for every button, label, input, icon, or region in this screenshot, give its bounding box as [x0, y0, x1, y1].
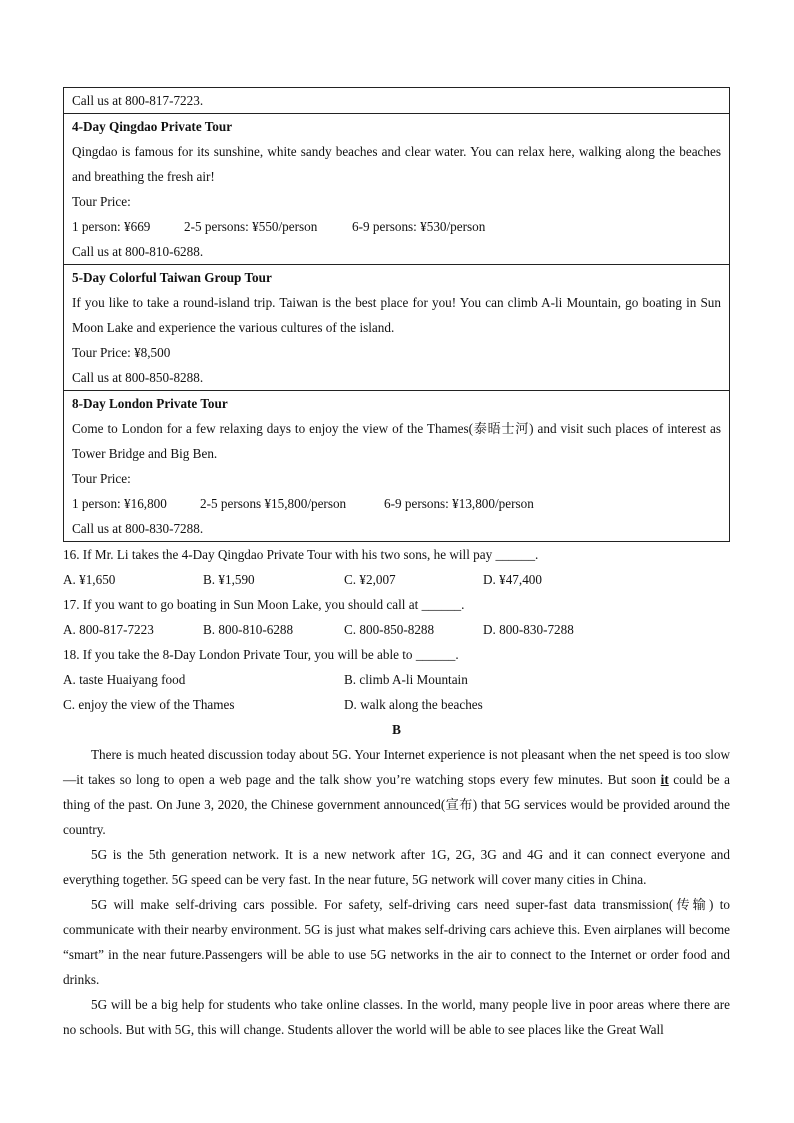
- tour-description: If you like to take a round-island trip. Taiwan is the best place for you! You can climb A-li Mountain, go boating in Sun Moon Lake and experience the various cultures of the island.: [72, 295, 721, 335]
- table-row-london: [64, 390, 729, 541]
- option-c: C. ¥2,007: [344, 572, 396, 587]
- tour-description: Qingdao is famous for its sunshine, white sandy beaches and clear water. You can relax here, walking along the beaches and breathing the fresh air!: [72, 144, 721, 184]
- paragraph-2: 5G is the 5th generation network. It is a new network after 1G, 2G, 3G and 4G and it can connect everyone and everything together. 5G speed can be very fast. In the near future, 5G network will cover many cities in China.: [63, 847, 730, 887]
- section-title: B: [392, 722, 401, 737]
- option-b: B. 800-810-6288: [203, 622, 294, 637]
- question-options: [63, 567, 730, 592]
- price-item: 1 person: ¥669: [72, 219, 151, 234]
- price-item: 1 person: ¥16,800: [72, 496, 167, 511]
- option-d: D. ¥47,400: [483, 572, 542, 587]
- paragraph-text: could be a thing of the past. On June 3, 2020, the Chinese government announced(宣布) that 5G services would be provided around the country.: [63, 772, 730, 837]
- tour-price-list: [72, 491, 721, 516]
- document-page: [63, 87, 730, 1042]
- option-d: D. walk along the beaches: [344, 697, 483, 712]
- question-options: [63, 617, 730, 642]
- tour-title: 4-Day Qingdao Private Tour: [72, 119, 233, 134]
- option-a: A. 800-817-7223: [63, 622, 154, 637]
- price-item: 6-9 persons: ¥530/person: [352, 219, 486, 234]
- question-text: 18. If you take the 8-Day London Private Tour, you will be able to ______.: [63, 647, 459, 662]
- option-a: A. ¥1,650: [63, 572, 116, 587]
- question-17: [63, 592, 730, 642]
- price-item: 6-9 persons: ¥13,800/person: [384, 496, 534, 511]
- paragraph-text: There is much heated discussion today about 5G. Your Internet experience is not pleasant when the net speed is too slow—it takes so long to open a web page and the talk show you’re watching stops every few minutes. But soon: [63, 747, 730, 787]
- option-b: B. ¥1,590: [203, 572, 255, 587]
- question-18: [63, 642, 730, 717]
- call-line: Call us at 800-830-7288.: [72, 521, 204, 536]
- question-text: 16. If Mr. Li takes the 4-Day Qingdao Private Tour with his two sons, he will pay ______.: [63, 547, 539, 562]
- option-c: C. enjoy the view of the Thames: [63, 697, 235, 712]
- tour-price-label: Tour Price:: [72, 471, 131, 486]
- table-row-taiwan: [64, 264, 729, 390]
- option-c: C. 800-850-8288: [344, 622, 435, 637]
- tour-table: [63, 87, 730, 542]
- tour-title: 8-Day London Private Tour: [72, 396, 228, 411]
- question-options: [63, 667, 730, 692]
- price-item: 2-5 persons ¥15,800/person: [200, 496, 347, 511]
- question-text: 17. If you want to go boating in Sun Moon Lake, you should call at ______.: [63, 597, 465, 612]
- tour-price-label: Tour Price: ¥8,500: [72, 345, 171, 360]
- paragraph-1: [63, 742, 730, 842]
- tour-description: Come to London for a few relaxing days to enjoy the view of the Thames(泰晤士河) and visit such places of interest as Tower Bridge and Big Ben.: [72, 421, 721, 461]
- call-line: Call us at 800-850-8288.: [72, 370, 204, 385]
- price-item: 2-5 persons: ¥550/person: [184, 219, 318, 234]
- tour-title: 5-Day Colorful Taiwan Group Tour: [72, 270, 272, 285]
- table-row-qingdao: [64, 113, 729, 264]
- call-line: Call us at 800-817-7223.: [72, 93, 204, 108]
- call-line: Call us at 800-810-6288.: [72, 244, 204, 259]
- question-options: [63, 692, 730, 717]
- question-16: [63, 542, 730, 592]
- option-b: B. climb A-li Mountain: [344, 672, 468, 687]
- tour-price-label: Tour Price:: [72, 194, 131, 209]
- paragraph-3: 5G will make self-driving cars possible. For safety, self-driving cars need super-fast data transmission(传输) to communicate with their nearby environment. 5G is just what makes self-driving cars achieve this. Even airplanes will become “smart” in the near future.Passengers will be able to use 5G networks in the air to connect to the Internet or order food and drinks.: [63, 897, 730, 987]
- table-row-top: [64, 88, 729, 113]
- underlined-word: it: [660, 772, 669, 787]
- option-d: D. 800-830-7288: [483, 622, 574, 637]
- option-a: A. taste Huaiyang food: [63, 672, 186, 687]
- paragraph-4: 5G will be a big help for students who take online classes. In the world, many people live in poor areas where there are no schools. But with 5G, this will change. Students allover the world will be able to see places like the Great Wall: [63, 997, 730, 1037]
- tour-price-list: [72, 214, 721, 239]
